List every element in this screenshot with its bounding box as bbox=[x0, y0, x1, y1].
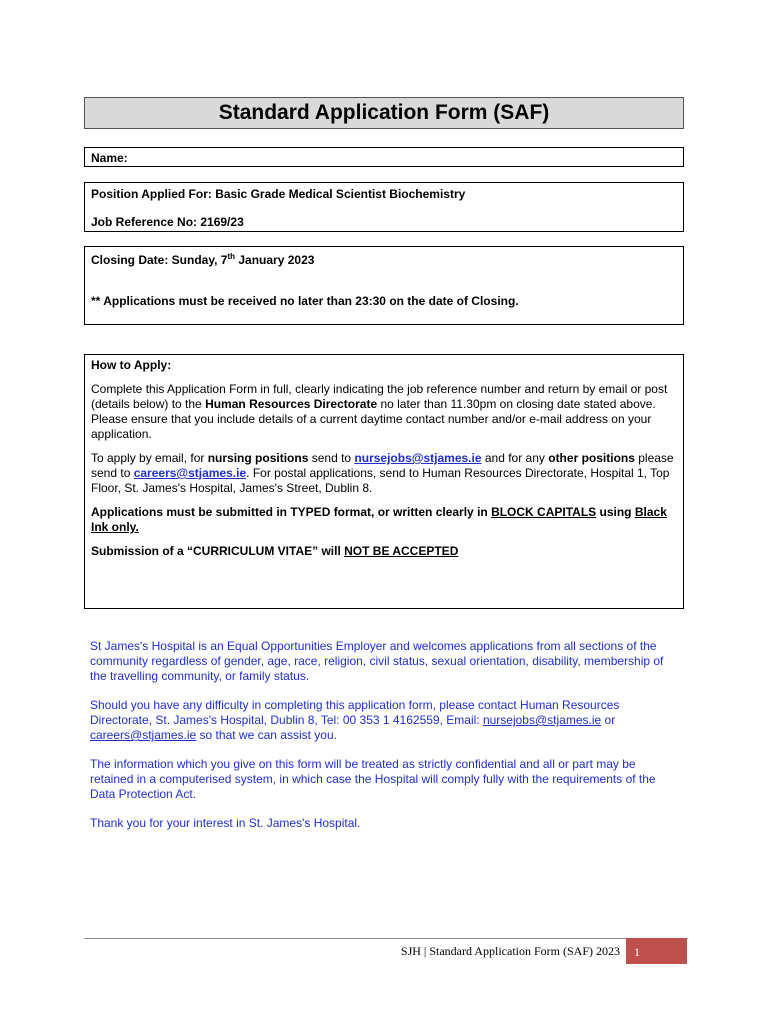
position-applied: Position Applied For: Basic Grade Medical Scientist Biochemistry bbox=[91, 187, 466, 201]
nursejobs-email-link[interactable]: nursejobs@stjames.ie bbox=[354, 451, 482, 465]
careers-email-link[interactable]: careers@stjames.ie bbox=[133, 466, 247, 480]
closing-note: ** Applications must be received no later than 23:30 on the date of Closing. bbox=[91, 294, 519, 308]
info-careers-email-link[interactable]: careers@stjames.ie bbox=[90, 728, 197, 742]
page-number: 1 bbox=[626, 938, 687, 964]
info-nursejobs-email-link[interactable]: nursejobs@stjames.ie bbox=[482, 713, 602, 727]
contact-text: Should you have any difficulty in completing this application form, please contact Human Resources Directorate, St. James's Hospital, Dublin 8, Tel: 00 353 1 4162559, Email: nursejobs@stjames.ie or careers@stjames.ie so that we can assist you. bbox=[90, 698, 620, 742]
position-box bbox=[84, 182, 684, 232]
how-to-apply-para-1: Complete this Application Form in full, clearly indicating the job reference number and return by email or post (details below) to the Human Resources Directorate no later than 11.30pm on closing date stated above. Please ensure that you include details of a current daytime contact number and/or e-mail address on your application. bbox=[91, 382, 668, 441]
job-reference: Job Reference No: 2169/23 bbox=[91, 215, 244, 229]
how-to-apply-para-4: Submission of a “CURRICULUM VITAE” will NOT BE ACCEPTED bbox=[91, 544, 459, 558]
equal-opportunities-text: St James's Hospital is an Equal Opportunities Employer and welcomes applications from all sections of the community regardless of gender, age, race, religion, civil status, sexual orientation, disability, membership of the travelling community, or family status. bbox=[90, 639, 664, 683]
footer-divider bbox=[84, 938, 688, 939]
how-to-apply-para-3: Applications must be submitted in TYPED format, or written clearly in BLOCK CAPITALS using Black Ink only. bbox=[91, 505, 667, 534]
name-label: Name: bbox=[91, 151, 128, 165]
how-to-apply-heading: How to Apply: bbox=[91, 358, 172, 372]
confidentiality-text: The information which you give on this form will be treated as strictly confidential and all or part may be retained in a computerised system, in which case the Hospital will comply fully with the requirements of the Data Protection Act. bbox=[90, 757, 656, 801]
name-field[interactable] bbox=[84, 147, 684, 167]
info-section bbox=[90, 639, 680, 845]
form-title: Standard Application Form (SAF) bbox=[84, 97, 684, 129]
how-to-apply-box bbox=[84, 354, 684, 609]
thank-you-text: Thank you for your interest in St. James's Hospital. bbox=[90, 816, 361, 830]
footer-text: SJH | Standard Application Form (SAF) 2023 bbox=[400, 944, 620, 958]
closing-date: Closing Date: Sunday, 7th January 2023 bbox=[91, 252, 315, 267]
closing-date-box bbox=[84, 246, 684, 325]
how-to-apply-para-2: To apply by email, for nursing positions send to nursejobs@stjames.ie and for any other positions please send to careers@stjames.ie. For postal applications, send to Human Resources Directorate, Hospital 1, Top Floor, St. James's Hospital, James's Street, Dublin 8. bbox=[91, 451, 674, 495]
